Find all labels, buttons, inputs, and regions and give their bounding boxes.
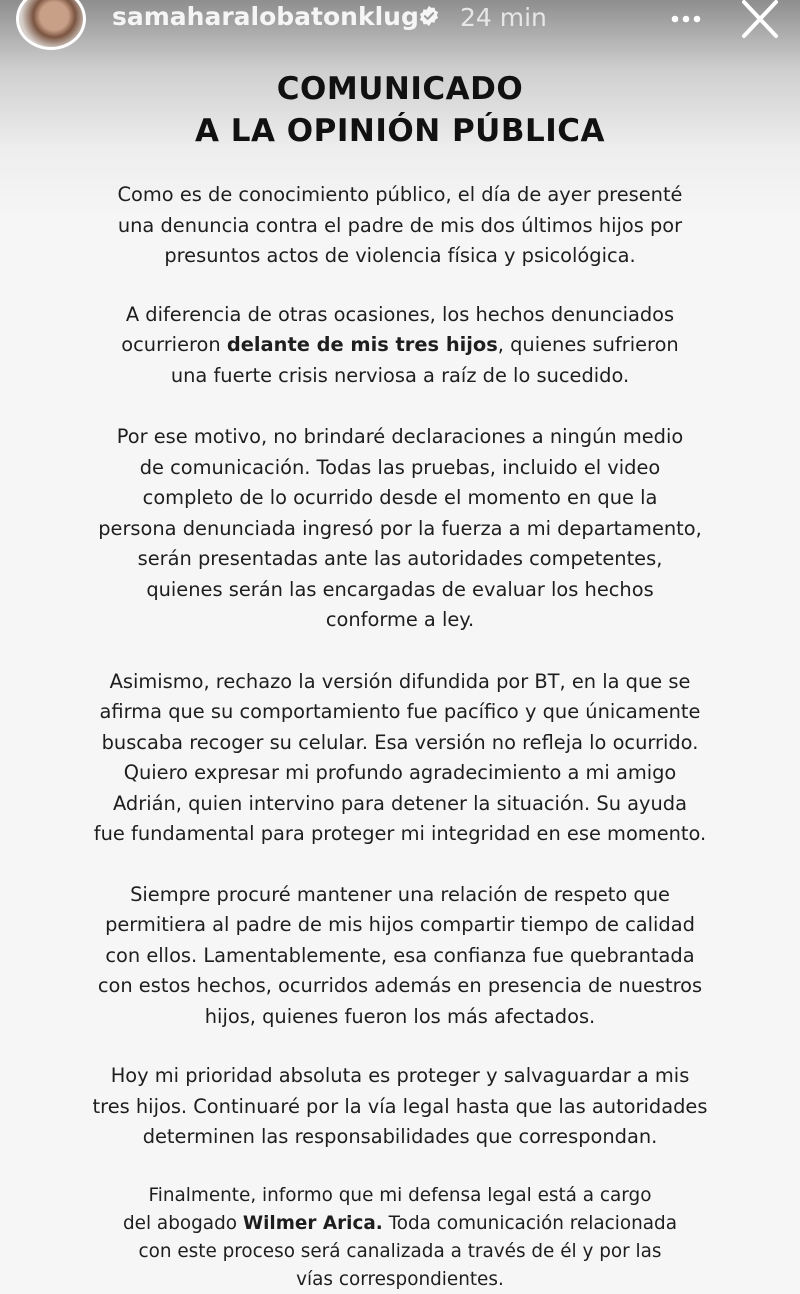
- text-line: vías correspondientes.: [296, 1268, 504, 1290]
- text-line: [80, 1210, 720, 1238]
- text-line: con ellos. Lamentablemente, esa confianza fue quebrantada: [105, 943, 695, 967]
- close-icon[interactable]: [732, 0, 788, 46]
- more-options-icon[interactable]: [666, 4, 706, 34]
- text-line: afirma que su comportamiento fue pacífico y que únicamente: [99, 700, 701, 723]
- paragraph-4: [80, 667, 720, 850]
- text-line: quienes serán las encargadas de evaluar los hechos: [146, 577, 654, 601]
- text-line: Siempre procuré mantener una relación de respeto que: [130, 882, 670, 906]
- text-line: buscaba recoger su celular. Esa versión no refleja lo ocurrido.: [101, 730, 699, 754]
- text-line: conforme a ley.: [325, 608, 475, 631]
- text-line: completo de lo ocurrido desde el momento en que la: [142, 486, 658, 509]
- text-line: Asimismo, rechazo la versión difundida por BT, en la que se: [109, 669, 691, 693]
- bold-text: Wilmer Arica.: [242, 1212, 383, 1234]
- text-line: fue fundamental para proteger mi integridad en ese momento.: [93, 822, 707, 845]
- text-line: Por ese motivo, no brindaré declaraciones a ningún medio: [116, 425, 684, 448]
- title-line: A LA OPINIÓN PÚBLICA: [194, 113, 606, 149]
- text-line: permitiera al padre de mis hijos compartir tiempo de calidad: [105, 913, 695, 936]
- text-line: con estos hechos, ocurridos además en presencia de nuestros: [97, 974, 703, 997]
- text-line: de comunicación. Todas las pruebas, incluido el video: [139, 455, 661, 479]
- paragraph-3: [80, 422, 720, 636]
- text-segment: del abogado: [122, 1212, 243, 1234]
- title-line: COMUNICADO: [276, 71, 524, 107]
- paragraph-6: [80, 1061, 720, 1153]
- text-line: Adrián, quien intervino para detener la situación. Su ayuda: [113, 791, 687, 815]
- text-line: [80, 330, 720, 361]
- text-line: determinen las responsabilidades que correspondan.: [142, 1125, 658, 1148]
- text-line: Como es de conocimiento público, el día de ayer presenté: [117, 183, 683, 206]
- text-line: una fuerte crisis nerviosa a raíz de lo sucedido.: [170, 363, 630, 387]
- text-line: Finalmente, informo que mi defensa legal está a cargo: [148, 1184, 652, 1206]
- text-line: Hoy mi prioridad absoluta es proteger y salvaguardar a mis: [110, 1064, 690, 1087]
- paragraph-2: [80, 300, 720, 392]
- text-line: tres hijos. Continuaré por la vía legal hasta que las autoridades: [92, 1094, 708, 1118]
- verified-badge-icon: [418, 5, 440, 27]
- text-line: hijos, quienes fueron los más afectados.: [204, 1004, 596, 1028]
- paragraph-5: [80, 880, 720, 1033]
- story-header: [0, 0, 800, 60]
- text-segment: Toda comunicación relacionada: [382, 1212, 677, 1234]
- bold-text: delante de mis tres hijos: [226, 333, 498, 356]
- text-line: persona denunciada ingresó por la fuerza a mi departamento,: [98, 516, 702, 540]
- text-line: A diferencia de otras ocasiones, los hechos denunciados: [125, 302, 675, 326]
- text-line: Quiero expresar mi profundo agradecimiento a mi amigo: [123, 761, 677, 784]
- avatar[interactable]: [16, 0, 86, 50]
- paragraph-7: [80, 1182, 720, 1294]
- statement: [0, 68, 800, 1294]
- statement-title: [0, 68, 800, 152]
- paragraph-1: [80, 180, 720, 272]
- text-line: presuntos actos de violencia física y psicológica.: [164, 244, 636, 267]
- text-line: una denuncia contra el padre de mis dos últimos hijos por: [117, 213, 683, 237]
- text-line: con este proceso será canalizada a través de él y por las: [138, 1240, 662, 1262]
- text-line: serán presentadas ante las autoridades competentes,: [137, 547, 663, 570]
- post-timestamp: 24 min: [460, 3, 547, 32]
- text-segment: ocurrieron: [121, 333, 227, 356]
- username[interactable]: samaharalobatonklug: [112, 2, 419, 31]
- text-segment: , quienes sufrieron: [497, 333, 679, 356]
